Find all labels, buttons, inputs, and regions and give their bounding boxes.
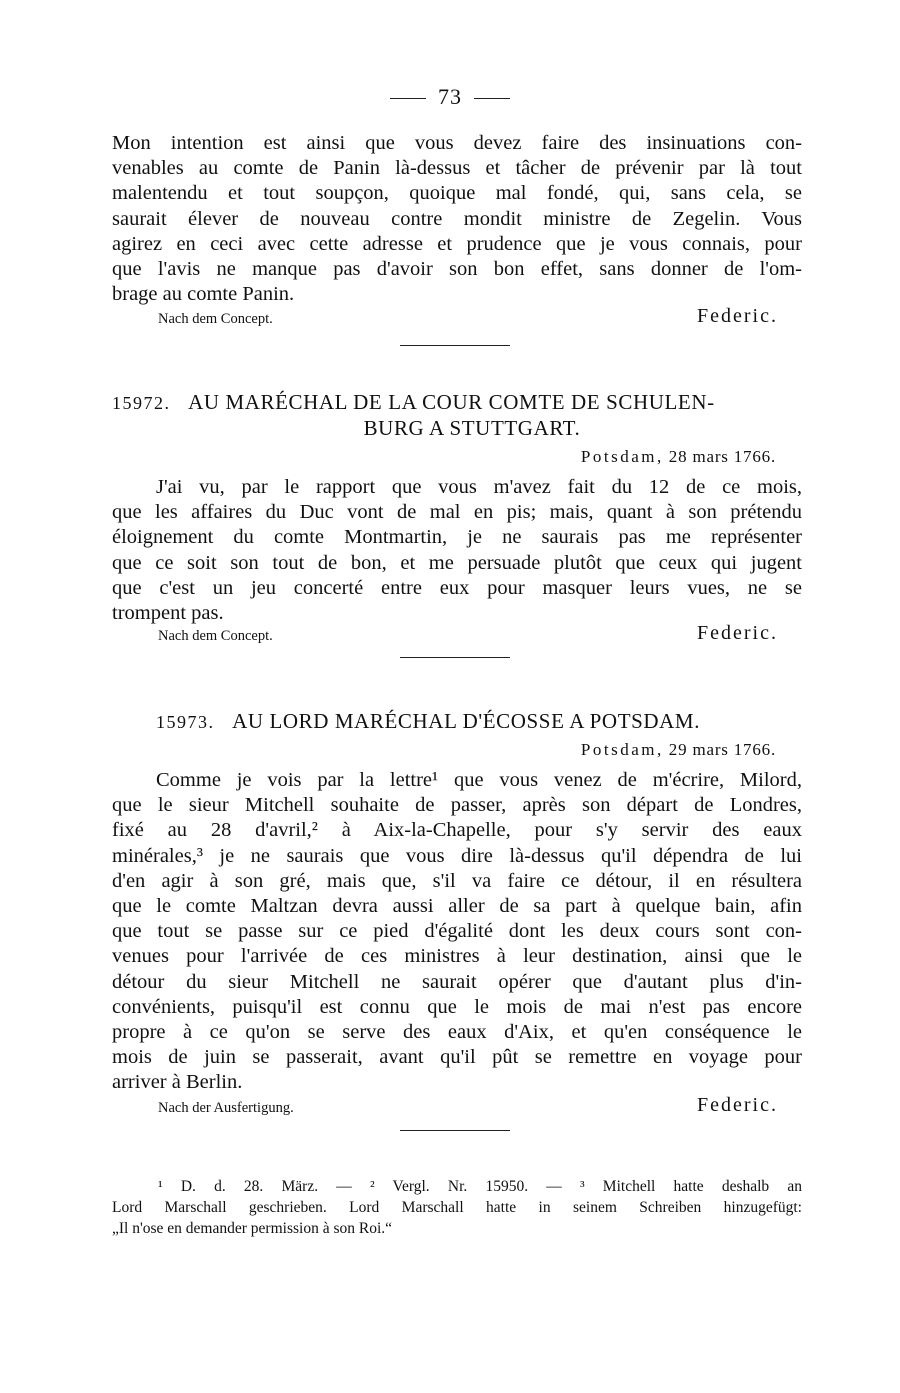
footnote-line: Lord Marschall geschrieben. Lord Marschall hatte in seinem Schreiben hinzugefügt: <box>112 1199 802 1216</box>
signature: Federic. <box>697 305 778 327</box>
text-line: que le sieur Mitchell souhaite de passer, après son départ de Londres, <box>112 794 802 817</box>
text-line: arriver à Berlin. <box>112 1071 243 1094</box>
signature: Federic. <box>697 1094 778 1116</box>
text-line: agirez en ceci avec cette adresse et prudence que je vous connais, pour <box>112 232 802 255</box>
date: 28 mars 1766. <box>668 447 776 466</box>
text-line: Mon intention est ainsi que vous devez faire des insinuations con- <box>112 132 802 154</box>
letter-body <box>112 768 802 1095</box>
letter-continuation-body <box>112 131 802 307</box>
heading-line: AU LORD MARÉCHAL D'ÉCOSSE A POTSDAM. <box>232 709 701 733</box>
text-line: malentendu et tout soupçon, quoique mal fondé, qui, sans cela, se <box>112 182 802 205</box>
text-line: que l'avis ne manque pas d'avoir son bon effet, sans donner de l'om- <box>112 257 802 280</box>
footnotes <box>112 1176 802 1239</box>
footnote-line: „Il n'ose en demander permission à son Roi.“ <box>112 1220 392 1237</box>
text-line: trompent pas. <box>112 601 224 624</box>
text-line: que le comte Maltzan devra aussi aller de sa part à quelque bain, afin <box>112 894 802 917</box>
footnote-line: ¹ D. d. 28. März. — ² Vergl. Nr. 15950. — ³ Mitchell hatte deshalb an <box>158 1178 802 1195</box>
letter-footer <box>112 305 802 331</box>
text-line: que c'est un jeu concerté entre eux pour masquer leurs vues, ne se <box>112 576 802 599</box>
heading-line: AU MARÉCHAL DE LA COUR COMTE DE SCHULEN- <box>188 390 715 414</box>
signature: Federic. <box>697 622 778 644</box>
text-line: venables au comte de Panin là-dessus et tâcher de prévenir par là tout <box>112 157 802 180</box>
text-line: propre à ce qu'on se serve des eaux d'Aix, et qu'en conséquence le <box>112 1020 802 1043</box>
section-divider <box>400 1130 510 1131</box>
source-note: Nach der Ausfertigung. <box>158 1100 294 1116</box>
dash-right <box>474 98 510 99</box>
text-line: minérales,³ je ne saurais que vous dire là-dessus qu'il dépendra de lui <box>112 844 802 867</box>
dateline <box>581 447 776 467</box>
dateline <box>581 740 776 760</box>
text-line: convénients, puisqu'il est connu que le mois de mai n'est pas encore <box>112 995 802 1018</box>
letter-footer <box>112 1094 802 1120</box>
text-line: J'ai vu, par le rapport que vous m'avez fait du 12 de ce mois, <box>156 476 802 498</box>
date: 29 mars 1766. <box>668 740 776 759</box>
text-line: que les affaires du Duc vont de mal en pis; mais, quant à son prétendu <box>112 501 802 524</box>
page-number <box>0 84 900 110</box>
text-line: venues pour l'arrivée de ces ministres à leur destination, ainsi que le <box>112 945 802 968</box>
text-line: mois de juin se passerait, avant qu'il pût se remettre en voyage pour <box>112 1046 802 1069</box>
text-line: d'en agir à son gré, mais que, s'il va faire ce détour, il en résultera <box>112 869 802 892</box>
letter-number: 15972. <box>112 393 171 413</box>
page-number-text: 73 <box>438 84 462 109</box>
text-line: que tout se passe sur ce pied d'égalité dont les deux cours sont con- <box>112 920 802 943</box>
letter-body <box>112 475 802 626</box>
text-line: fixé au 28 d'avril,² à Aix-la-Chapelle, pour s'y servir des eaux <box>112 819 802 842</box>
letter-heading <box>112 709 802 735</box>
source-note: Nach dem Concept. <box>158 311 273 327</box>
source-note: Nach dem Concept. <box>158 628 273 644</box>
letter-footer <box>112 622 802 648</box>
section-divider <box>400 345 510 346</box>
text-line: éloignement du comte Montmartin, je ne saurais pas me représenter <box>112 526 802 549</box>
text-line: détour du sieur Mitchell ne saurait opérer que d'autant plus d'in- <box>112 970 802 993</box>
section-divider <box>400 657 510 658</box>
letter-heading <box>112 390 802 441</box>
letter-number: 15973. <box>156 712 215 732</box>
dash-left <box>390 98 426 99</box>
text-line: brage au comte Panin. <box>112 283 295 306</box>
text-line: saurait élever de nouveau contre mondit ministre de Zegelin. Vous <box>112 207 802 230</box>
date-place: Potsdam, <box>580 740 664 759</box>
text-line: que ce soit son tout de bon, et me persuade plutôt que ceux qui jugent <box>112 551 802 574</box>
text-line: Comme je vois par la lettre¹ que vous venez de m'écrire, Milord, <box>156 769 802 791</box>
heading-line: BURG A STUTTGART. <box>363 416 581 440</box>
date-place: Potsdam, <box>580 447 664 466</box>
